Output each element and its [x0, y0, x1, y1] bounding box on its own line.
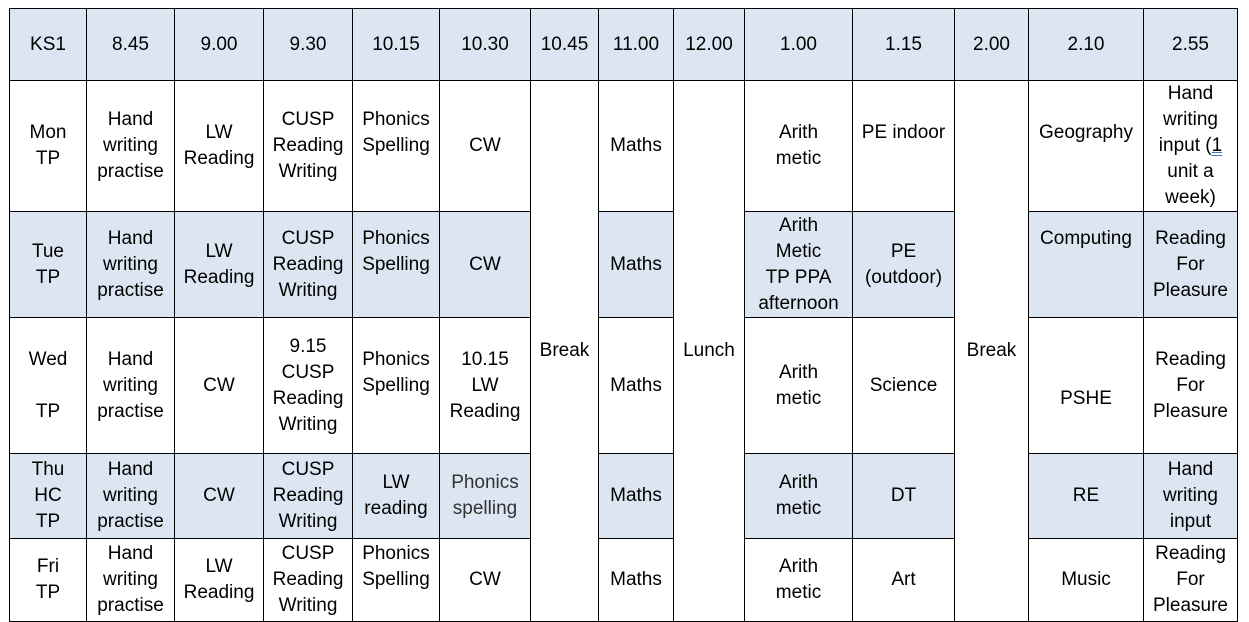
lesson-cell: 9.15 CUSP Reading Writing: [264, 318, 353, 454]
lesson-cell: CUSP Reading Writing: [264, 212, 353, 318]
time-header: 1.15: [853, 9, 955, 81]
lesson-cell: Reading For Pleasure: [1144, 212, 1238, 318]
lesson-cell: Arith metic: [745, 81, 853, 212]
lesson-cell: DT: [853, 454, 955, 539]
table-row-fri: [10, 539, 1238, 622]
time-header: 10.45: [531, 9, 599, 81]
lesson-cell: Maths: [599, 212, 674, 318]
table-row-mon: [10, 81, 1238, 212]
lesson-cell: Hand writing practise: [87, 212, 175, 318]
lesson-cell: CW: [440, 212, 531, 318]
header-row: [10, 9, 1238, 81]
time-header: 10.30: [440, 9, 531, 81]
lesson-cell: CW: [175, 318, 264, 454]
lesson-cell: LW Reading: [175, 81, 264, 212]
lesson-cell: CUSP Reading Writing: [264, 539, 353, 622]
lesson-cell: Arith metic: [745, 454, 853, 539]
lesson-cell: LW Reading: [175, 212, 264, 318]
time-header: 11.00: [599, 9, 674, 81]
lesson-cell: Hand writing practise: [87, 539, 175, 622]
time-header: 9.30: [264, 9, 353, 81]
lesson-cell: Phonics spelling: [440, 454, 531, 539]
day-label: Wed TP: [10, 318, 87, 454]
lesson-cell: Phonics Spelling: [353, 81, 440, 212]
time-header: 12.00: [674, 9, 745, 81]
lesson-cell: RE: [1029, 454, 1144, 539]
lesson-cell: Hand writing practise: [87, 81, 175, 212]
time-header: 10.15: [353, 9, 440, 81]
day-label: Mon TP: [10, 81, 87, 212]
lesson-cell: LW Reading: [175, 539, 264, 622]
lesson-cell: PSHE: [1029, 318, 1144, 454]
lesson-cell: CW: [440, 81, 531, 212]
time-header: 8.45: [87, 9, 175, 81]
lesson-cell: Music: [1029, 539, 1144, 622]
lesson-cell: Phonics Spelling: [353, 212, 440, 318]
time-header: 1.00: [745, 9, 853, 81]
lesson-cell: Reading For Pleasure: [1144, 539, 1238, 622]
lesson-cell: Geography: [1029, 81, 1144, 212]
lesson-cell: Arith Metic TP PPA afternoon: [745, 212, 853, 318]
lesson-text: Hand writing input (: [1158, 83, 1218, 156]
lesson-cell: Reading For Pleasure: [1144, 318, 1238, 454]
lesson-text-underlined: 1: [1211, 135, 1223, 156]
lesson-cell: Arith metic: [745, 539, 853, 622]
table-row-tue: [10, 212, 1238, 318]
table-row-thu: [10, 454, 1238, 539]
time-header: 9.00: [175, 9, 264, 81]
lesson-cell: PE indoor: [853, 81, 955, 212]
lesson-cell: CW: [175, 454, 264, 539]
time-header: 2.55: [1144, 9, 1238, 81]
break-am-cell: Break: [531, 81, 599, 622]
lesson-cell: Hand writing input: [1144, 454, 1238, 539]
lesson-cell: LW reading: [353, 454, 440, 539]
lesson-cell: CUSP Reading Writing: [264, 454, 353, 539]
break-pm-cell: Break: [955, 81, 1029, 622]
lesson-cell: CUSP Reading Writing: [264, 81, 353, 212]
lesson-cell: Maths: [599, 454, 674, 539]
lesson-cell: Maths: [599, 318, 674, 454]
day-label: Thu HC TP: [10, 454, 87, 539]
lesson-cell: CW: [440, 539, 531, 622]
lesson-cell: Arith metic: [745, 318, 853, 454]
lesson-cell: Phonics Spelling: [353, 539, 440, 622]
lesson-cell: Maths: [599, 539, 674, 622]
lesson-cell: [1144, 81, 1238, 212]
lesson-cell: PE (outdoor): [853, 212, 955, 318]
lesson-cell: Hand writing practise: [87, 454, 175, 539]
lesson-cell: Science: [853, 318, 955, 454]
day-label: Fri TP: [10, 539, 87, 622]
corner-label: KS1: [10, 9, 87, 81]
time-header: 2.10: [1029, 9, 1144, 81]
lesson-cell: Computing: [1029, 212, 1144, 318]
day-label: Tue TP: [10, 212, 87, 318]
lesson-text: unit a week): [1165, 161, 1216, 208]
table-row-wed: [10, 318, 1238, 454]
lesson-cell: 10.15 LW Reading: [440, 318, 531, 454]
lesson-cell: Maths: [599, 81, 674, 212]
lesson-cell: Hand writing practise: [87, 318, 175, 454]
ks1-timetable: [9, 8, 1238, 622]
lesson-cell: Art: [853, 539, 955, 622]
lunch-cell: Lunch: [674, 81, 745, 622]
time-header: 2.00: [955, 9, 1029, 81]
lesson-cell: Phonics Spelling: [353, 318, 440, 454]
